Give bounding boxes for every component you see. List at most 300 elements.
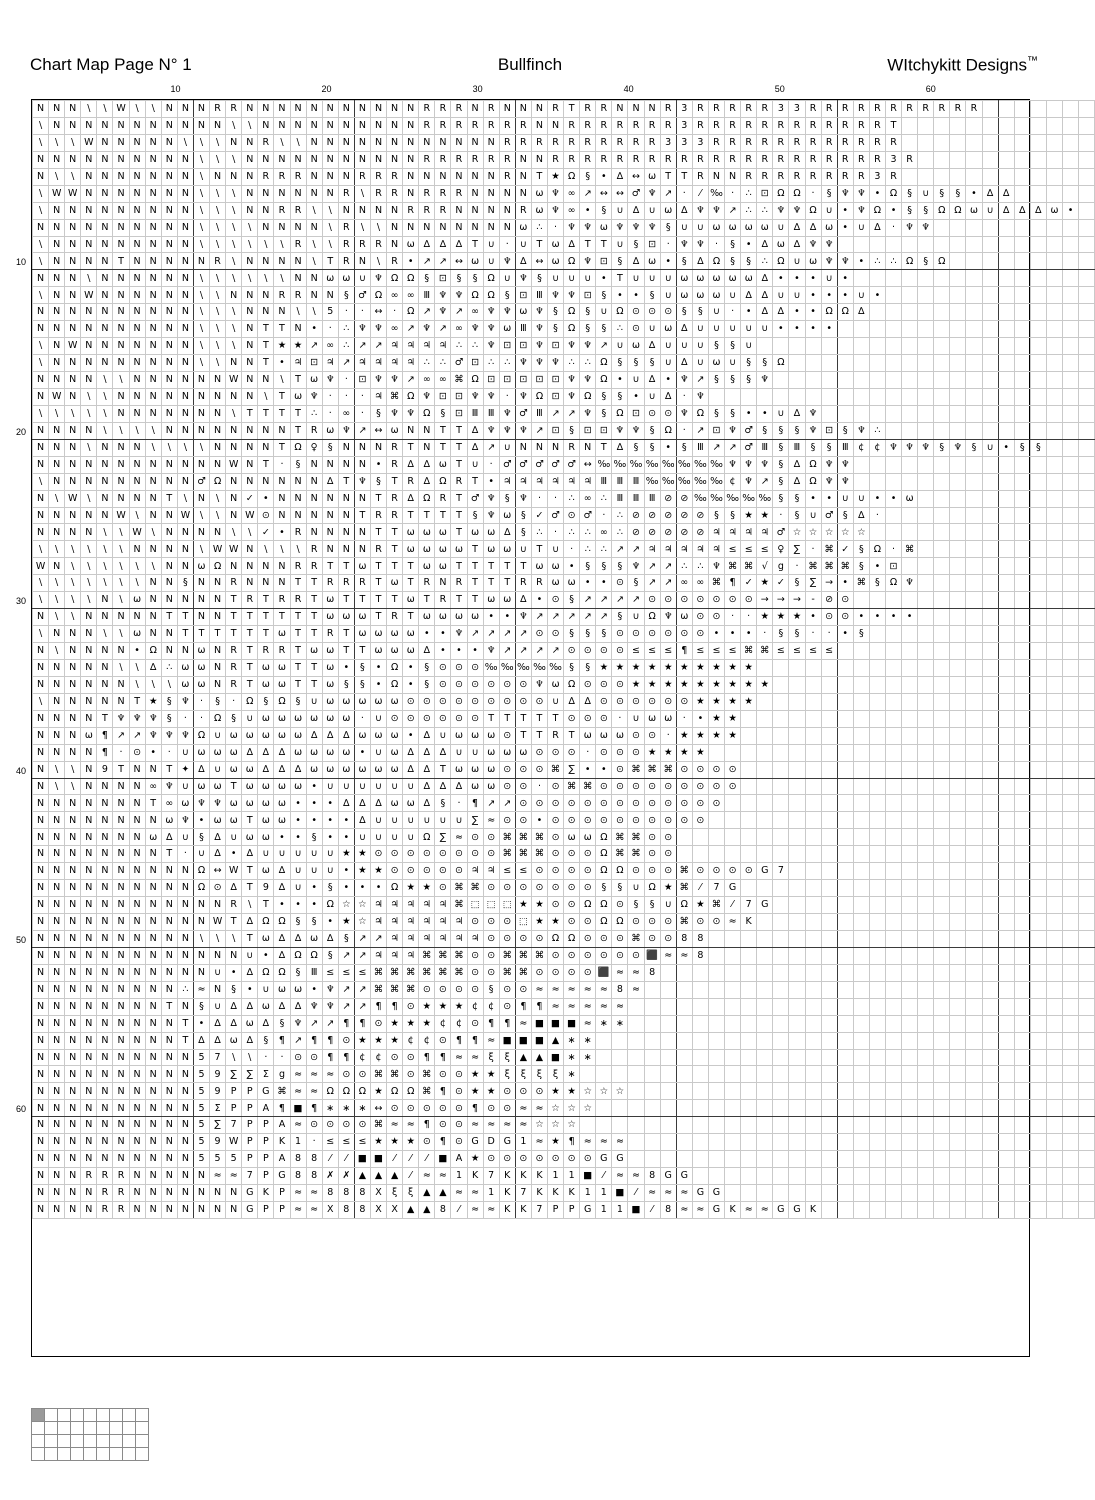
stitch-cell[interactable] bbox=[1030, 1066, 1046, 1083]
stitch-cell[interactable]: 7 bbox=[531, 1201, 547, 1218]
stitch-cell[interactable]: § bbox=[725, 253, 741, 270]
stitch-cell[interactable] bbox=[757, 880, 773, 897]
stitch-cell[interactable]: N bbox=[193, 490, 209, 507]
stitch-cell[interactable]: § bbox=[773, 422, 789, 439]
stitch-cell[interactable] bbox=[821, 1032, 837, 1049]
stitch-cell[interactable]: Ω bbox=[950, 202, 966, 219]
stitch-cell[interactable]: Ω bbox=[773, 185, 789, 202]
stitch-cell[interactable] bbox=[757, 1117, 773, 1134]
stitch-cell[interactable]: N bbox=[161, 1168, 177, 1185]
stitch-cell[interactable]: G bbox=[596, 1151, 612, 1168]
stitch-cell[interactable]: ω bbox=[322, 710, 338, 727]
stitch-cell[interactable] bbox=[966, 880, 982, 897]
stitch-cell[interactable] bbox=[966, 676, 982, 693]
stitch-cell[interactable]: ⌘ bbox=[419, 1083, 435, 1100]
stitch-cell[interactable]: ⊙ bbox=[596, 812, 612, 829]
stitch-cell[interactable]: \ bbox=[210, 355, 226, 372]
stitch-cell[interactable] bbox=[676, 829, 692, 846]
stitch-cell[interactable]: ω bbox=[306, 761, 322, 778]
stitch-cell[interactable] bbox=[950, 219, 966, 236]
stitch-cell[interactable]: \ bbox=[33, 693, 49, 710]
stitch-cell[interactable]: N bbox=[177, 643, 193, 660]
stitch-cell[interactable]: \ bbox=[210, 287, 226, 304]
stitch-cell[interactable]: ⊙ bbox=[499, 727, 515, 744]
stitch-cell[interactable]: R bbox=[853, 168, 869, 185]
stitch-cell[interactable] bbox=[982, 1201, 998, 1218]
stitch-cell[interactable] bbox=[966, 1117, 982, 1134]
stitch-cell[interactable] bbox=[1079, 947, 1095, 964]
stitch-cell[interactable]: N bbox=[113, 134, 129, 151]
stitch-cell[interactable]: \ bbox=[97, 575, 113, 592]
stitch-cell[interactable] bbox=[853, 863, 869, 880]
stitch-cell[interactable] bbox=[934, 863, 950, 880]
stitch-cell[interactable] bbox=[966, 558, 982, 575]
stitch-cell[interactable] bbox=[1063, 778, 1079, 795]
stitch-cell[interactable] bbox=[966, 1083, 982, 1100]
stitch-cell[interactable]: ⊙ bbox=[467, 659, 483, 676]
stitch-cell[interactable]: R bbox=[596, 151, 612, 168]
stitch-cell[interactable]: § bbox=[660, 219, 676, 236]
stitch-cell[interactable]: N bbox=[113, 405, 129, 422]
stitch-cell[interactable] bbox=[869, 1151, 885, 1168]
stitch-cell[interactable]: ∆ bbox=[274, 761, 290, 778]
stitch-cell[interactable]: ★ bbox=[387, 1134, 403, 1151]
stitch-cell[interactable]: N bbox=[81, 863, 97, 880]
stitch-cell[interactable]: ★ bbox=[338, 846, 354, 863]
stitch-cell[interactable]: Ω bbox=[692, 405, 708, 422]
stitch-cell[interactable] bbox=[789, 778, 805, 795]
stitch-cell[interactable]: T bbox=[290, 676, 306, 693]
stitch-cell[interactable]: ω bbox=[419, 524, 435, 541]
stitch-cell[interactable]: ∆ bbox=[757, 287, 773, 304]
stitch-cell[interactable] bbox=[1063, 473, 1079, 490]
stitch-cell[interactable]: ≈ bbox=[467, 1117, 483, 1134]
stitch-cell[interactable]: N bbox=[177, 270, 193, 287]
stitch-cell[interactable] bbox=[821, 744, 837, 761]
stitch-cell[interactable] bbox=[789, 846, 805, 863]
stitch-cell[interactable]: ↗ bbox=[354, 947, 370, 964]
stitch-cell[interactable]: T bbox=[258, 338, 274, 355]
stitch-cell[interactable]: ♆ bbox=[290, 1015, 306, 1032]
stitch-cell[interactable]: ⊙ bbox=[403, 846, 419, 863]
stitch-cell[interactable]: Χ bbox=[322, 1201, 338, 1218]
stitch-cell[interactable]: ⊙ bbox=[499, 1100, 515, 1117]
stitch-cell[interactable]: A bbox=[274, 1117, 290, 1134]
stitch-cell[interactable]: N bbox=[161, 388, 177, 405]
stitch-cell[interactable]: ω bbox=[193, 659, 209, 676]
stitch-cell[interactable]: ∆ bbox=[435, 744, 451, 761]
stitch-cell[interactable]: R bbox=[451, 151, 467, 168]
stitch-cell[interactable]: ⌘ bbox=[531, 829, 547, 846]
stitch-cell[interactable] bbox=[998, 151, 1014, 168]
stitch-cell[interactable] bbox=[950, 558, 966, 575]
stitch-cell[interactable]: ★ bbox=[708, 693, 724, 710]
stitch-cell[interactable]: ∪ bbox=[676, 338, 692, 355]
stitch-cell[interactable] bbox=[998, 490, 1014, 507]
stitch-cell[interactable]: N bbox=[49, 439, 65, 456]
stitch-cell[interactable]: ⊙ bbox=[644, 304, 660, 321]
stitch-cell[interactable] bbox=[741, 1185, 757, 1202]
stitch-cell[interactable] bbox=[757, 1100, 773, 1117]
stitch-cell[interactable]: \ bbox=[193, 541, 209, 558]
stitch-cell[interactable] bbox=[1014, 185, 1030, 202]
stitch-cell[interactable] bbox=[950, 846, 966, 863]
stitch-cell[interactable]: \ bbox=[226, 338, 242, 355]
stitch-cell[interactable]: ⊙ bbox=[419, 863, 435, 880]
stitch-cell[interactable]: \ bbox=[193, 507, 209, 524]
stitch-cell[interactable] bbox=[1014, 880, 1030, 897]
stitch-cell[interactable]: N bbox=[49, 219, 65, 236]
stitch-cell[interactable]: N bbox=[210, 659, 226, 676]
stitch-cell[interactable]: N bbox=[129, 947, 145, 964]
stitch-cell[interactable]: T bbox=[370, 575, 386, 592]
stitch-cell[interactable]: ¢ bbox=[419, 1032, 435, 1049]
stitch-cell[interactable]: ↗ bbox=[628, 592, 644, 609]
stitch-cell[interactable]: R bbox=[596, 134, 612, 151]
stitch-cell[interactable] bbox=[869, 1032, 885, 1049]
stitch-cell[interactable]: § bbox=[612, 388, 628, 405]
stitch-cell[interactable]: · bbox=[885, 219, 901, 236]
stitch-cell[interactable]: N bbox=[113, 914, 129, 931]
stitch-cell[interactable]: \ bbox=[33, 355, 49, 372]
stitch-cell[interactable]: ∆ bbox=[419, 236, 435, 253]
stitch-cell[interactable]: \ bbox=[97, 626, 113, 643]
stitch-cell[interactable]: ⊙ bbox=[548, 964, 564, 981]
stitch-cell[interactable]: ω bbox=[499, 541, 515, 558]
stitch-cell[interactable]: N bbox=[33, 863, 49, 880]
stitch-cell[interactable]: R bbox=[853, 151, 869, 168]
stitch-cell[interactable]: Ω bbox=[274, 914, 290, 931]
stitch-cell[interactable] bbox=[869, 626, 885, 643]
stitch-cell[interactable]: ♂ bbox=[580, 507, 596, 524]
stitch-cell[interactable]: ⊘ bbox=[676, 507, 692, 524]
stitch-cell[interactable]: N bbox=[113, 1066, 129, 1083]
stitch-cell[interactable] bbox=[869, 947, 885, 964]
stitch-cell[interactable] bbox=[853, 998, 869, 1015]
stitch-cell[interactable]: \ bbox=[306, 202, 322, 219]
stitch-cell[interactable]: ↗ bbox=[322, 1015, 338, 1032]
stitch-cell[interactable] bbox=[1063, 930, 1079, 947]
stitch-cell[interactable] bbox=[1014, 134, 1030, 151]
stitch-cell[interactable]: • bbox=[805, 304, 821, 321]
stitch-cell[interactable]: ★ bbox=[692, 897, 708, 914]
stitch-cell[interactable]: ¢ bbox=[869, 439, 885, 456]
stitch-cell[interactable]: ♆ bbox=[467, 321, 483, 338]
stitch-cell[interactable]: ∞ bbox=[564, 202, 580, 219]
stitch-cell[interactable] bbox=[885, 1117, 901, 1134]
stitch-cell[interactable] bbox=[789, 914, 805, 931]
stitch-cell[interactable]: ∆ bbox=[354, 812, 370, 829]
stitch-cell[interactable]: N bbox=[145, 168, 161, 185]
stitch-cell[interactable] bbox=[1030, 134, 1046, 151]
stitch-cell[interactable]: ¶ bbox=[338, 1049, 354, 1066]
stitch-cell[interactable]: ⊙ bbox=[548, 744, 564, 761]
stitch-cell[interactable]: T bbox=[451, 422, 467, 439]
stitch-cell[interactable] bbox=[869, 744, 885, 761]
stitch-cell[interactable] bbox=[708, 1117, 724, 1134]
stitch-cell[interactable]: ⊙ bbox=[467, 981, 483, 998]
stitch-cell[interactable] bbox=[885, 930, 901, 947]
stitch-cell[interactable] bbox=[1014, 761, 1030, 778]
stitch-cell[interactable] bbox=[1030, 744, 1046, 761]
stitch-cell[interactable] bbox=[725, 1083, 741, 1100]
stitch-cell[interactable]: W bbox=[129, 524, 145, 541]
stitch-cell[interactable]: • bbox=[499, 609, 515, 626]
stitch-cell[interactable]: • bbox=[322, 812, 338, 829]
stitch-cell[interactable]: ■ bbox=[354, 1151, 370, 1168]
stitch-cell[interactable]: 7 bbox=[242, 1168, 258, 1185]
stitch-cell[interactable]: N bbox=[81, 253, 97, 270]
stitch-cell[interactable] bbox=[885, 304, 901, 321]
stitch-cell[interactable]: N bbox=[97, 812, 113, 829]
stitch-cell[interactable]: ω bbox=[370, 693, 386, 710]
stitch-cell[interactable]: N bbox=[113, 439, 129, 456]
stitch-cell[interactable] bbox=[982, 253, 998, 270]
stitch-cell[interactable]: ⊙ bbox=[435, 1100, 451, 1117]
stitch-cell[interactable]: N bbox=[274, 151, 290, 168]
stitch-cell[interactable]: ∴ bbox=[869, 253, 885, 270]
stitch-cell[interactable] bbox=[821, 998, 837, 1015]
stitch-cell[interactable]: N bbox=[129, 253, 145, 270]
stitch-cell[interactable] bbox=[950, 998, 966, 1015]
stitch-cell[interactable]: N bbox=[113, 846, 129, 863]
stitch-cell[interactable]: N bbox=[113, 863, 129, 880]
stitch-cell[interactable]: ∪ bbox=[306, 863, 322, 880]
stitch-cell[interactable] bbox=[853, 1117, 869, 1134]
stitch-cell[interactable]: N bbox=[81, 168, 97, 185]
stitch-cell[interactable]: ‰ bbox=[708, 490, 724, 507]
stitch-cell[interactable]: N bbox=[242, 456, 258, 473]
stitch-cell[interactable] bbox=[1014, 270, 1030, 287]
stitch-cell[interactable]: ¶ bbox=[322, 1049, 338, 1066]
stitch-cell[interactable] bbox=[757, 998, 773, 1015]
stitch-cell[interactable] bbox=[1046, 981, 1062, 998]
stitch-cell[interactable]: ω bbox=[467, 727, 483, 744]
stitch-cell[interactable]: ⊙ bbox=[596, 930, 612, 947]
stitch-cell[interactable] bbox=[596, 1032, 612, 1049]
stitch-cell[interactable] bbox=[837, 812, 853, 829]
stitch-cell[interactable] bbox=[934, 355, 950, 372]
stitch-cell[interactable] bbox=[1046, 524, 1062, 541]
stitch-cell[interactable]: ∆ bbox=[419, 795, 435, 812]
stitch-cell[interactable] bbox=[918, 930, 934, 947]
stitch-cell[interactable]: ∆ bbox=[161, 829, 177, 846]
stitch-cell[interactable]: • bbox=[885, 490, 901, 507]
stitch-cell[interactable] bbox=[1079, 1049, 1095, 1066]
stitch-cell[interactable]: T bbox=[387, 592, 403, 609]
stitch-cell[interactable]: Ω bbox=[708, 253, 724, 270]
stitch-cell[interactable] bbox=[1079, 1151, 1095, 1168]
stitch-cell[interactable]: 5 bbox=[193, 1066, 209, 1083]
stitch-cell[interactable]: ★ bbox=[483, 1066, 499, 1083]
stitch-cell[interactable] bbox=[998, 321, 1014, 338]
stitch-cell[interactable]: N bbox=[33, 1168, 49, 1185]
stitch-cell[interactable]: ♆ bbox=[676, 372, 692, 389]
stitch-cell[interactable]: · bbox=[274, 456, 290, 473]
stitch-cell[interactable] bbox=[998, 897, 1014, 914]
stitch-cell[interactable] bbox=[692, 1083, 708, 1100]
stitch-cell[interactable]: ω bbox=[483, 778, 499, 795]
stitch-cell[interactable]: ⊙ bbox=[644, 829, 660, 846]
stitch-cell[interactable]: N bbox=[338, 101, 354, 118]
stitch-cell[interactable]: ω bbox=[548, 676, 564, 693]
stitch-cell[interactable]: ∪ bbox=[612, 202, 628, 219]
stitch-cell[interactable] bbox=[692, 1066, 708, 1083]
stitch-cell[interactable] bbox=[1046, 727, 1062, 744]
stitch-cell[interactable]: N bbox=[274, 304, 290, 321]
stitch-cell[interactable] bbox=[1046, 676, 1062, 693]
stitch-cell[interactable] bbox=[1014, 1032, 1030, 1049]
stitch-cell[interactable] bbox=[1063, 676, 1079, 693]
stitch-cell[interactable]: N bbox=[145, 1168, 161, 1185]
stitch-cell[interactable]: § bbox=[290, 456, 306, 473]
stitch-cell[interactable] bbox=[708, 964, 724, 981]
stitch-cell[interactable]: T bbox=[467, 558, 483, 575]
stitch-cell[interactable]: ≈ bbox=[483, 1201, 499, 1218]
stitch-cell[interactable]: ∞ bbox=[419, 372, 435, 389]
stitch-cell[interactable]: T bbox=[161, 761, 177, 778]
stitch-cell[interactable]: ∞ bbox=[580, 490, 596, 507]
stitch-cell[interactable]: § bbox=[918, 253, 934, 270]
stitch-cell[interactable]: • bbox=[403, 727, 419, 744]
stitch-cell[interactable]: ♆ bbox=[644, 185, 660, 202]
stitch-cell[interactable]: § bbox=[419, 659, 435, 676]
stitch-cell[interactable]: ⊙ bbox=[499, 693, 515, 710]
stitch-cell[interactable]: ∞ bbox=[403, 287, 419, 304]
stitch-cell[interactable]: ⊙ bbox=[419, 846, 435, 863]
stitch-cell[interactable]: ω bbox=[644, 253, 660, 270]
stitch-cell[interactable]: § bbox=[692, 304, 708, 321]
stitch-cell[interactable] bbox=[934, 524, 950, 541]
stitch-cell[interactable]: R bbox=[741, 168, 757, 185]
stitch-cell[interactable] bbox=[1079, 1015, 1095, 1032]
stitch-cell[interactable]: · bbox=[885, 541, 901, 558]
stitch-cell[interactable]: N bbox=[129, 117, 145, 134]
stitch-cell[interactable]: 1 bbox=[483, 1185, 499, 1202]
stitch-cell[interactable]: ω bbox=[290, 744, 306, 761]
stitch-cell[interactable] bbox=[902, 117, 918, 134]
stitch-cell[interactable]: · bbox=[789, 558, 805, 575]
stitch-cell[interactable]: Χ bbox=[387, 1201, 403, 1218]
stitch-cell[interactable] bbox=[1030, 1083, 1046, 1100]
stitch-cell[interactable]: ‰ bbox=[644, 473, 660, 490]
stitch-cell[interactable]: ♆ bbox=[531, 676, 547, 693]
stitch-cell[interactable]: ♆ bbox=[145, 710, 161, 727]
stitch-cell[interactable]: N bbox=[387, 101, 403, 118]
stitch-cell[interactable]: • bbox=[290, 812, 306, 829]
stitch-cell[interactable]: ♆ bbox=[918, 439, 934, 456]
stitch-cell[interactable]: T bbox=[531, 236, 547, 253]
stitch-cell[interactable] bbox=[692, 964, 708, 981]
stitch-cell[interactable]: ⊙ bbox=[580, 710, 596, 727]
stitch-cell[interactable] bbox=[612, 1100, 628, 1117]
stitch-cell[interactable]: ⌘ bbox=[403, 981, 419, 998]
stitch-cell[interactable]: N bbox=[258, 287, 274, 304]
stitch-cell[interactable] bbox=[1063, 134, 1079, 151]
stitch-cell[interactable]: N bbox=[81, 1066, 97, 1083]
stitch-cell[interactable]: ♆ bbox=[725, 422, 741, 439]
stitch-cell[interactable]: N bbox=[33, 659, 49, 676]
stitch-cell[interactable]: ♆ bbox=[773, 202, 789, 219]
stitch-cell[interactable]: N bbox=[97, 1083, 113, 1100]
stitch-cell[interactable] bbox=[1063, 219, 1079, 236]
stitch-cell[interactable]: N bbox=[113, 1049, 129, 1066]
stitch-cell[interactable]: ♆ bbox=[548, 355, 564, 372]
stitch-cell[interactable]: Ω bbox=[612, 914, 628, 931]
stitch-cell[interactable]: \ bbox=[322, 219, 338, 236]
stitch-cell[interactable] bbox=[869, 1066, 885, 1083]
stitch-cell[interactable]: \ bbox=[210, 236, 226, 253]
stitch-cell[interactable]: § bbox=[596, 287, 612, 304]
stitch-cell[interactable]: § bbox=[757, 355, 773, 372]
stitch-cell[interactable]: § bbox=[306, 914, 322, 931]
stitch-cell[interactable]: N bbox=[322, 456, 338, 473]
stitch-cell[interactable]: 1 bbox=[596, 1201, 612, 1218]
stitch-cell[interactable]: · bbox=[274, 1049, 290, 1066]
stitch-cell[interactable]: ⊡ bbox=[435, 270, 451, 287]
stitch-cell[interactable]: ⊙ bbox=[403, 1100, 419, 1117]
stitch-cell[interactable]: R bbox=[644, 134, 660, 151]
stitch-cell[interactable]: ⊙ bbox=[837, 609, 853, 626]
stitch-cell[interactable]: ♃ bbox=[403, 914, 419, 931]
stitch-cell[interactable] bbox=[692, 1049, 708, 1066]
stitch-cell[interactable] bbox=[1063, 1117, 1079, 1134]
stitch-cell[interactable]: N bbox=[49, 947, 65, 964]
stitch-cell[interactable] bbox=[1030, 507, 1046, 524]
stitch-cell[interactable]: ω bbox=[193, 778, 209, 795]
stitch-cell[interactable]: • bbox=[596, 270, 612, 287]
stitch-cell[interactable]: ⊙ bbox=[725, 761, 741, 778]
stitch-cell[interactable]: \ bbox=[81, 439, 97, 456]
stitch-cell[interactable]: • bbox=[628, 287, 644, 304]
stitch-cell[interactable] bbox=[998, 134, 1014, 151]
stitch-cell[interactable]: N bbox=[370, 151, 386, 168]
stitch-cell[interactable]: ⊙ bbox=[596, 710, 612, 727]
stitch-cell[interactable]: ∪ bbox=[821, 202, 837, 219]
stitch-cell[interactable]: Χ bbox=[370, 1201, 386, 1218]
stitch-cell[interactable]: N bbox=[177, 880, 193, 897]
stitch-cell[interactable] bbox=[1079, 558, 1095, 575]
stitch-cell[interactable]: N bbox=[113, 778, 129, 795]
stitch-cell[interactable]: ω bbox=[580, 829, 596, 846]
stitch-cell[interactable]: ★ bbox=[290, 338, 306, 355]
stitch-cell[interactable]: N bbox=[515, 185, 531, 202]
stitch-cell[interactable]: ξ bbox=[499, 1066, 515, 1083]
stitch-cell[interactable]: ♆ bbox=[644, 219, 660, 236]
stitch-cell[interactable] bbox=[837, 321, 853, 338]
stitch-cell[interactable]: R bbox=[370, 507, 386, 524]
stitch-cell[interactable]: ♂ bbox=[467, 490, 483, 507]
stitch-cell[interactable]: N bbox=[161, 1185, 177, 1202]
stitch-cell[interactable]: N bbox=[274, 185, 290, 202]
stitch-cell[interactable]: T bbox=[177, 1015, 193, 1032]
stitch-cell[interactable] bbox=[853, 947, 869, 964]
stitch-cell[interactable]: N bbox=[306, 456, 322, 473]
stitch-cell[interactable]: ω bbox=[193, 558, 209, 575]
stitch-cell[interactable] bbox=[982, 524, 998, 541]
stitch-cell[interactable]: N bbox=[145, 1100, 161, 1117]
stitch-cell[interactable]: N bbox=[177, 592, 193, 609]
stitch-cell[interactable]: ∴ bbox=[161, 659, 177, 676]
stitch-cell[interactable] bbox=[1063, 422, 1079, 439]
stitch-cell[interactable]: ≤ bbox=[660, 643, 676, 660]
stitch-cell[interactable] bbox=[1046, 998, 1062, 1015]
stitch-cell[interactable]: § bbox=[918, 202, 934, 219]
stitch-cell[interactable]: N bbox=[129, 151, 145, 168]
stitch-cell[interactable] bbox=[1014, 1185, 1030, 1202]
stitch-cell[interactable] bbox=[966, 626, 982, 643]
stitch-cell[interactable] bbox=[1046, 1083, 1062, 1100]
